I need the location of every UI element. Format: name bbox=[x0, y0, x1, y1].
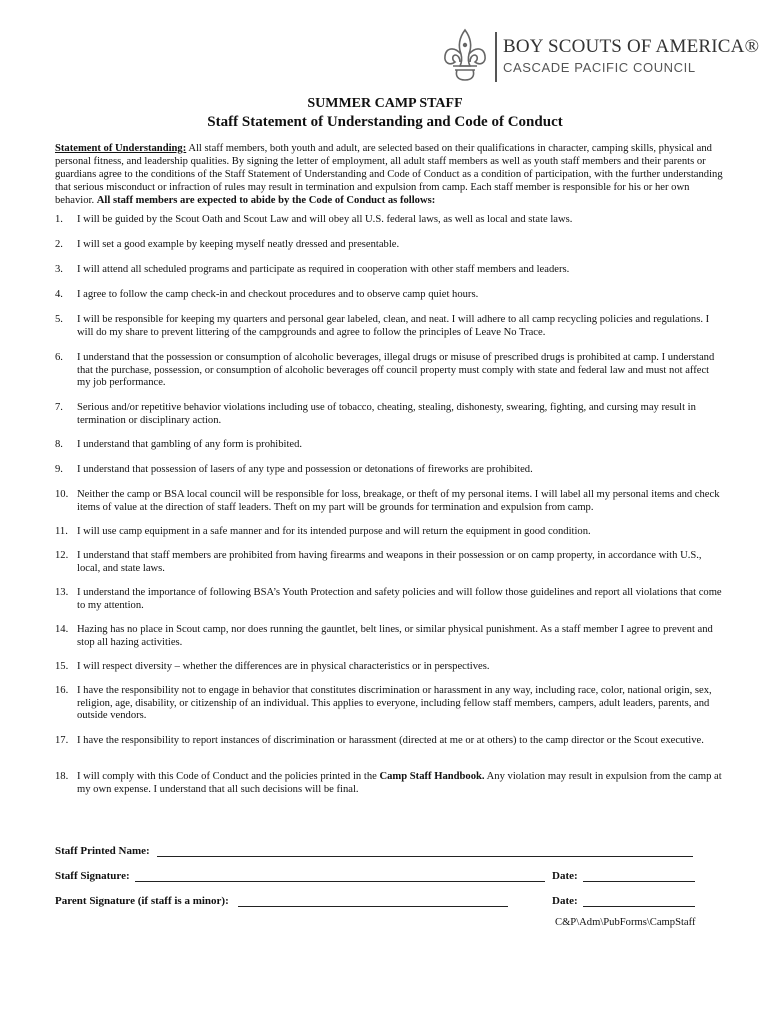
organization-name: BOY SCOUTS OF AMERICA® bbox=[503, 36, 760, 57]
item-number: 3. bbox=[55, 264, 63, 275]
statement-of-understanding bbox=[55, 142, 723, 207]
item-text bbox=[77, 771, 723, 796]
statement-label: Statement of Understanding: bbox=[55, 143, 187, 154]
item-text-part: I will comply with this Code of Conduct and the policies printed in the bbox=[77, 771, 380, 782]
item-text: I will use camp equipment in a safe manner and for its intended purpose and will return the equipment in good condition. bbox=[77, 526, 591, 537]
form-subtitle: Staff Statement of Understanding and Code of Conduct bbox=[207, 114, 563, 130]
staff-printed-name-field[interactable] bbox=[157, 856, 693, 857]
bsa-logo bbox=[440, 28, 760, 84]
parent-date-label: Date: bbox=[552, 895, 578, 907]
parent-signature-field[interactable] bbox=[238, 906, 508, 907]
staff-signature-field[interactable] bbox=[135, 881, 545, 882]
item-text: I agree to follow the camp check-in and checkout procedures and to observe camp quiet hours. bbox=[77, 289, 479, 300]
item-number: 12. bbox=[55, 550, 69, 561]
item-text: I understand that the possession or consumption of alcoholic beverages, illegal drugs or misuse of prescribed drugs is prohibited at camp. I understand that the purchase, possession, or consumption of alcoholic beverages off council property must comply with state and federal law and must not affect my job performance. bbox=[77, 352, 715, 389]
item-text: I have the responsibility not to engage in behavior that constitutes discrimination or harassment in any way, including race, color, national origin, sex, religion, age, disability, or citizenship of an individual. This applies to everyone, including fellow staff members, campers, adult leaders, parents, and outside vendors. bbox=[77, 685, 712, 722]
item-number: 7. bbox=[55, 402, 63, 413]
parent-date-field[interactable] bbox=[583, 906, 695, 907]
item-text: I will attend all scheduled programs and participate as required in cooperation with other staff members and leaders. bbox=[77, 264, 570, 275]
staff-date-field[interactable] bbox=[583, 881, 695, 882]
item-text: Serious and/or repetitive behavior violations including use of tobacco, cheating, stealing, dishonesty, swearing, fighting, and cursing may result in termination or disciplinary action. bbox=[77, 402, 696, 426]
item-text: I will be responsible for keeping my quarters and personal gear labeled, clean, and neat. I will adhere to all camp recycling policies and regulations. I will do my share to prevent littering of the campgrounds and agree to follow the principles of Leave No Trace. bbox=[77, 314, 710, 338]
item-number: 10. bbox=[55, 489, 69, 500]
item-text: I will be guided by the Scout Oath and Scout Law and will obey all U.S. federal laws, as well as local and state laws. bbox=[77, 214, 573, 225]
item-text: I will respect diversity – whether the differences are in physical characteristics or in perspectives. bbox=[77, 661, 490, 672]
item-text: I have the responsibility to report instances of discrimination or harassment (directed at me or at others) to the camp director or the Scout executive. bbox=[77, 735, 704, 746]
item-text: Hazing has no place in Scout camp, nor does running the gauntlet, belt lines, or similar physical punishment. As a staff member I agree to prevent and stop all hazing activities. bbox=[77, 624, 713, 648]
item-number: 2. bbox=[55, 239, 63, 250]
item-number: 18. bbox=[55, 771, 69, 782]
item-number: 16. bbox=[55, 685, 69, 696]
statement-emphasis: All staff members are expected to abide by the Code of Conduct as follows: bbox=[96, 195, 436, 206]
item-text-part: Any violation may result in expulsion from the camp at my own expense. I understand that all such decisions will be final. bbox=[77, 771, 722, 795]
item-number: 1. bbox=[55, 214, 63, 225]
item-number: 14. bbox=[55, 624, 69, 635]
item-number: 8. bbox=[55, 439, 63, 450]
parent-signature-label: Parent Signature (if staff is a minor): bbox=[55, 895, 229, 907]
item-text: I understand that staff members are prohibited from having firearms and weapons in their possession or on camp property, in accordance with U.S., local, and state laws. bbox=[77, 550, 702, 574]
statement-body: All staff members, both youth and adult, are selected based on their qualifications in character, camping skills, physical and personal fitness, and leadership qualities. By signing the letter of employment, all adult staff members as well as youth staff members and their parents or guardians agree to the conditions of the Staff Statement of Understanding and Code of Conduct as a condition of participation, with the further understanding that serious misconduct or infraction of rules may result in termination and expulsion from camp. Each staff member is responsible for his or her own behavior. bbox=[55, 143, 723, 206]
staff-signature-label: Staff Signature: bbox=[55, 870, 130, 882]
camp-staff-handbook-reference: Camp Staff Handbook. bbox=[379, 771, 485, 782]
logo-divider bbox=[495, 32, 497, 82]
form-title: SUMMER CAMP STAFF bbox=[307, 96, 463, 111]
fleur-de-lis-icon bbox=[440, 28, 490, 82]
item-text: I understand that possession of lasers of any type and possession or detonations of fireworks are prohibited. bbox=[77, 464, 533, 475]
item-text: I understand the importance of following BSA’s Youth Protection and safety policies and will follow those guidelines and report all violations that come to my attention. bbox=[77, 587, 722, 611]
document-path: C&P\Adm\PubForms\CampStaff bbox=[555, 917, 696, 928]
item-number: 6. bbox=[55, 352, 63, 363]
item-number: 15. bbox=[55, 661, 69, 672]
item-number: 5. bbox=[55, 314, 63, 325]
item-text: I understand that gambling of any form is prohibited. bbox=[77, 439, 303, 450]
staff-date-label: Date: bbox=[552, 870, 578, 882]
staff-printed-name-label: Staff Printed Name: bbox=[55, 845, 150, 857]
council-name: CASCADE PACIFIC COUNCIL bbox=[503, 60, 696, 75]
item-number: 4. bbox=[55, 289, 63, 300]
item-number: 9. bbox=[55, 464, 63, 475]
item-number: 17. bbox=[55, 735, 69, 746]
item-text: Neither the camp or BSA local council will be responsible for loss, breakage, or theft of my personal items. I will label all my personal items and check items of value at the direction of staff leaders. Theft on my part will be grounds for termination and expulsion from camp. bbox=[77, 489, 720, 513]
item-number: 11. bbox=[55, 526, 68, 537]
item-text: I will set a good example by keeping myself neatly dressed and presentable. bbox=[77, 239, 400, 250]
item-number: 13. bbox=[55, 587, 69, 598]
